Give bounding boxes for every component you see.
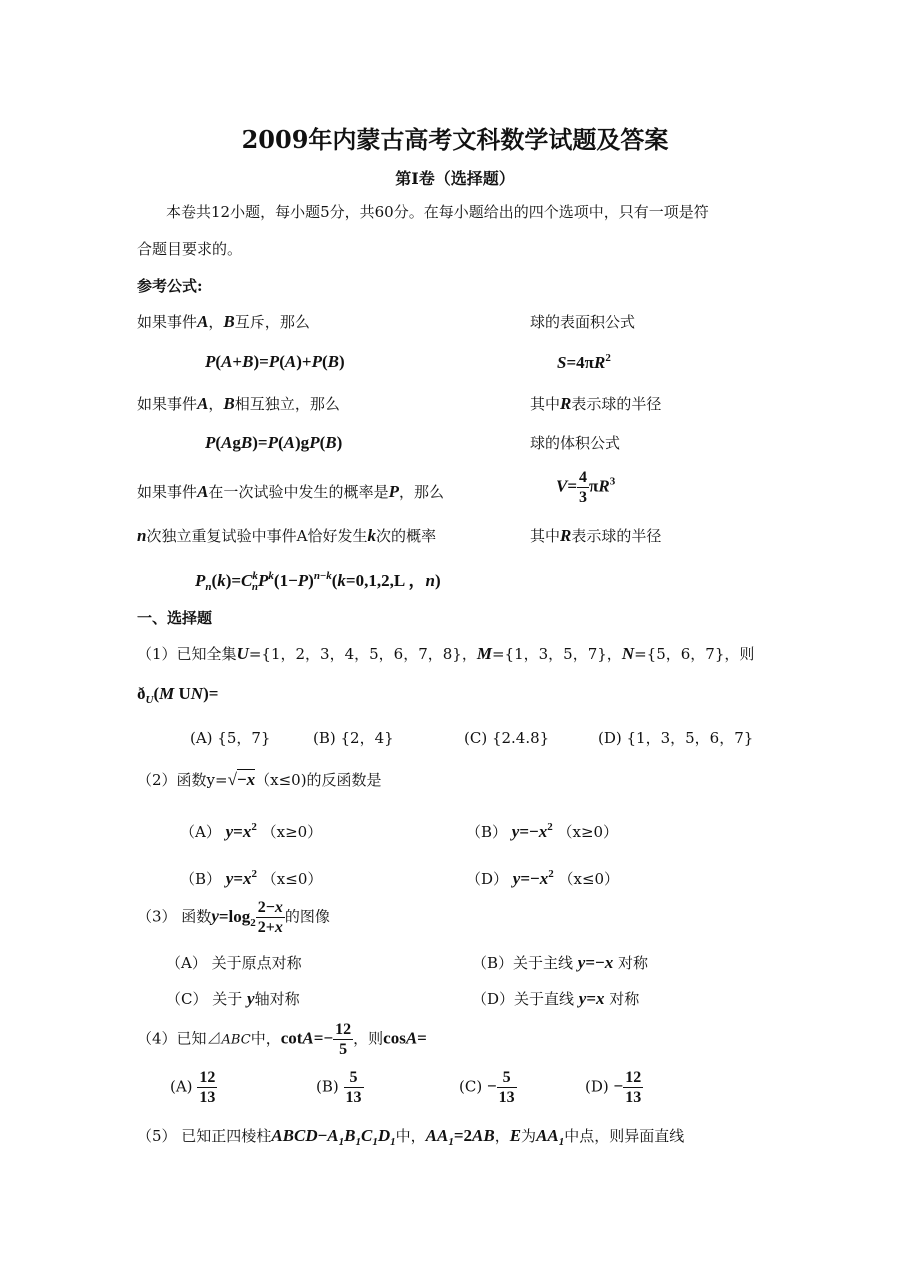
ref-formula-heading: 参考公式: bbox=[137, 277, 203, 295]
q5-stem: （5） 已知正四棱柱$ABCD-A_1B_1C_1D_1$中，$AA_1=2AB$，E为$AA_1$中点，则异面直线 bbox=[137, 1126, 685, 1148]
formula-eq-1: P(A+B)=P(A)+P(B) bbox=[205, 352, 345, 371]
q2-option-c: （B） $y=x^2$ （x≤0） bbox=[180, 868, 323, 888]
q3-stem: （3） 函数$y=\log_2$ $\frac{2-x}{2+x}$ 的图像 bbox=[137, 899, 330, 936]
q3-option-b: （B）关于主线 y=−x 对称 bbox=[472, 953, 648, 972]
q1-stem: （1）已知全集U={1，2，3，4，5，6，7，8}，M={1，3，5，7}，N={5，6，7}，则 bbox=[137, 644, 755, 663]
formula-eqr-2: V= $\frac{4}{3}$ $\pi R^3$ bbox=[556, 469, 616, 506]
q2-option-a: （A） $y=x^2$ （x≥0） bbox=[180, 821, 323, 841]
page-title: 2009年内蒙古高考文科数学试题及答案 bbox=[241, 125, 669, 154]
q3-option-d: （D）关于直线 y=x 对称 bbox=[472, 989, 640, 1008]
q4-option-d: (D) − $\frac{12}{13}$ bbox=[585, 1069, 642, 1106]
section-title: 第Ⅰ卷（选择题） bbox=[395, 169, 515, 188]
q3-option-c: （C） 关于 y轴对称 bbox=[166, 989, 300, 1008]
q1-option-c: (C) {2.4.8} bbox=[464, 729, 550, 747]
formula-right-1: 球的表面积公式 bbox=[530, 313, 636, 331]
q4-option-a: (A) $\frac{12}{13}$ bbox=[170, 1069, 216, 1106]
formula-right-4: 其中R表示球的半径 bbox=[530, 526, 662, 545]
formula-eq-3: $P_n(k)=C^k_nP^k(1-P)^{n-k}(k=0,1,2,L$ ，n) bbox=[195, 570, 441, 593]
formula-right-3: 球的体积公式 bbox=[530, 434, 621, 452]
q2-option-d: （D） $y=-x^2$ （x≤0） bbox=[466, 868, 620, 888]
formula-left-3: 如果事件A在一次试验中发生的概率是P，那么 bbox=[137, 482, 445, 501]
intro-line-1: 本卷共12小题，每小题5分，共60分。在每小题给出的四个选项中，只有一项是符 bbox=[166, 203, 709, 221]
formula-left-1: 如果事件A，B互斥，那么 bbox=[137, 312, 310, 331]
q1-option-d: (D) {1，3，5，6，7} bbox=[598, 729, 754, 747]
q1-expr: $ð_U(M$ UN)= bbox=[137, 684, 219, 706]
q4-option-c: (C) − $\frac{5}{13}$ bbox=[459, 1069, 515, 1106]
q3-option-a: （A） 关于原点对称 bbox=[166, 954, 302, 972]
q4-stem: （4）已知⊿ABC中，cotA=− $\frac{12}{5}$ ，则cosA= bbox=[137, 1021, 427, 1058]
q2-stem: （2）函数y=√−x（x≤0)的反函数是 bbox=[137, 770, 382, 789]
q1-option-a: (A) {5，7} bbox=[190, 729, 271, 747]
formula-eq-2: P(AgB)=P(A)gP(B) bbox=[205, 433, 343, 452]
intro-line-2: 合题目要求的。 bbox=[137, 240, 243, 258]
formula-eqr-1: $S=4\pi R^2$ bbox=[557, 352, 611, 372]
part1-heading: 一、选择题 bbox=[137, 609, 213, 627]
formula-left-4: n次独立重复试验中事件A恰好发生k次的概率 bbox=[137, 526, 437, 545]
q4-option-b: (B) $\frac{5}{13}$ bbox=[316, 1069, 362, 1106]
formula-left-2: 如果事件A，B相互独立，那么 bbox=[137, 394, 340, 413]
q1-option-b: (B) {2，4} bbox=[313, 729, 394, 747]
formula-right-2: 其中R表示球的半径 bbox=[530, 394, 662, 413]
q2-option-b: （B） $y=-x^2$ （x≥0） bbox=[466, 821, 619, 841]
